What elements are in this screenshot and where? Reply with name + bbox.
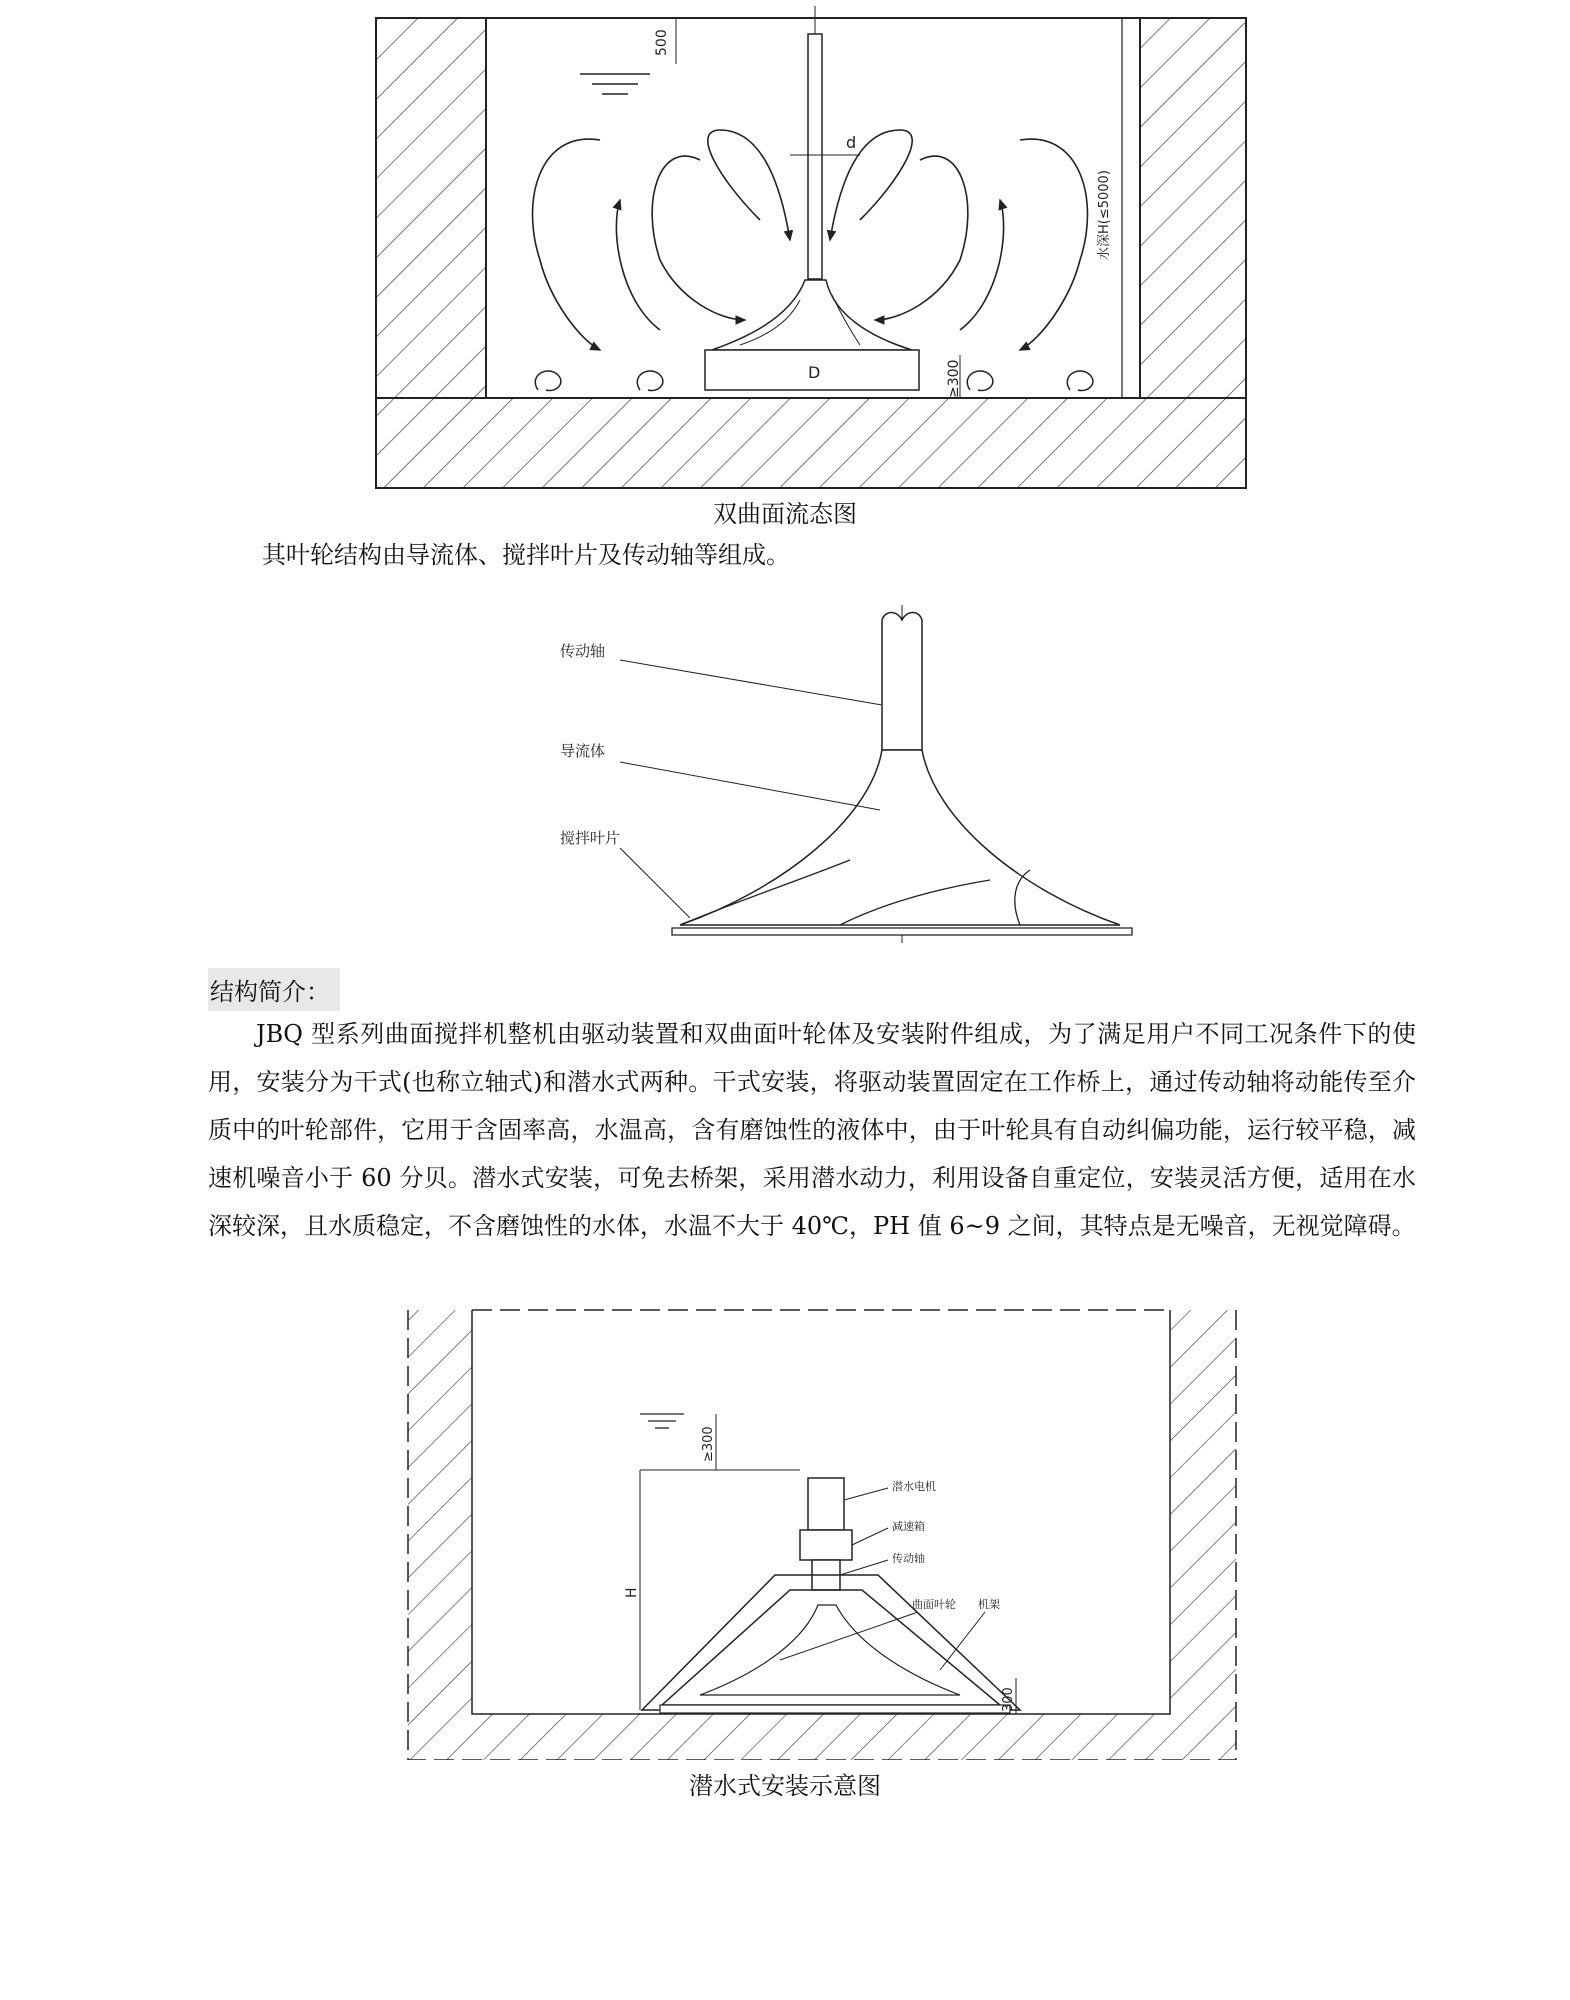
label-gearbox: 减速箱 (892, 1520, 925, 1533)
figure-1-caption: 双曲面流态图 (713, 500, 857, 528)
dim-300-label: ≥300 (946, 359, 962, 398)
dim-300-bottom-label: 300 (1001, 1687, 1016, 1712)
impeller-structure-diagram (0, 600, 1570, 960)
dim-d-label: d (846, 133, 857, 152)
label-transmission-shaft: 传动轴 (892, 1552, 925, 1565)
dim-H-label: H (624, 1587, 640, 1598)
floor (376, 398, 1246, 488)
dim-300-top-label: ≥300 (701, 1426, 716, 1462)
label-curved-impeller: 曲面叶轮 (912, 1598, 956, 1611)
intro-paragraph: 其叶轮结构由导流体、搅拌叶片及传动轴等组成。 (262, 541, 790, 569)
label-submersible-motor: 潜水电机 (892, 1480, 936, 1493)
label-mixing-blade: 搅拌叶片 (560, 829, 621, 847)
label-guide-body: 导流体 (560, 742, 606, 760)
figure-3-caption: 潜水式安装示意图 (689, 1772, 881, 1800)
section-body: JBQ 型系列曲面搅拌机整机由驱动装置和双曲面叶轮体及安装附件组成，为了满足用户不同工况条件下的使用，安装分为干式(也称立轴式)和潜水式两种。干式安装，将驱动装置固定在工作桥上，通过传动轴将动能传至介质中的叶轮部件，它用于含固率高，水温高，含有磨蚀性的液体中，由于叶轮具有自动纠偏功能，运行较平稳，减速机噪音小于 60 分贝。潜水式安装，可免去桥架，采用潜水动力，利用设备自重定位，安装灵活方便，适用在水深较深，且水质稳定，不含磨蚀性的水体，水温不大于 40℃，PH 值 6~9 之间，其特点是无噪音，无视觉障碍。 (208, 1020, 1416, 1240)
left-wall (376, 18, 486, 398)
dim-depth-label: 水深H(≤5000) (1097, 170, 1112, 260)
label-frame: 机架 (978, 1598, 1000, 1611)
flow-pattern-diagram (0, 0, 1570, 500)
right-wall (1140, 18, 1246, 398)
dim-500-label: 500 (654, 29, 670, 56)
submersible-install-diagram (0, 1300, 1570, 1760)
dim-D-label: D (808, 363, 821, 382)
label-drive-shaft: 传动轴 (560, 642, 606, 660)
shaft (808, 34, 822, 279)
section-heading: 结构简介： (208, 968, 340, 1011)
